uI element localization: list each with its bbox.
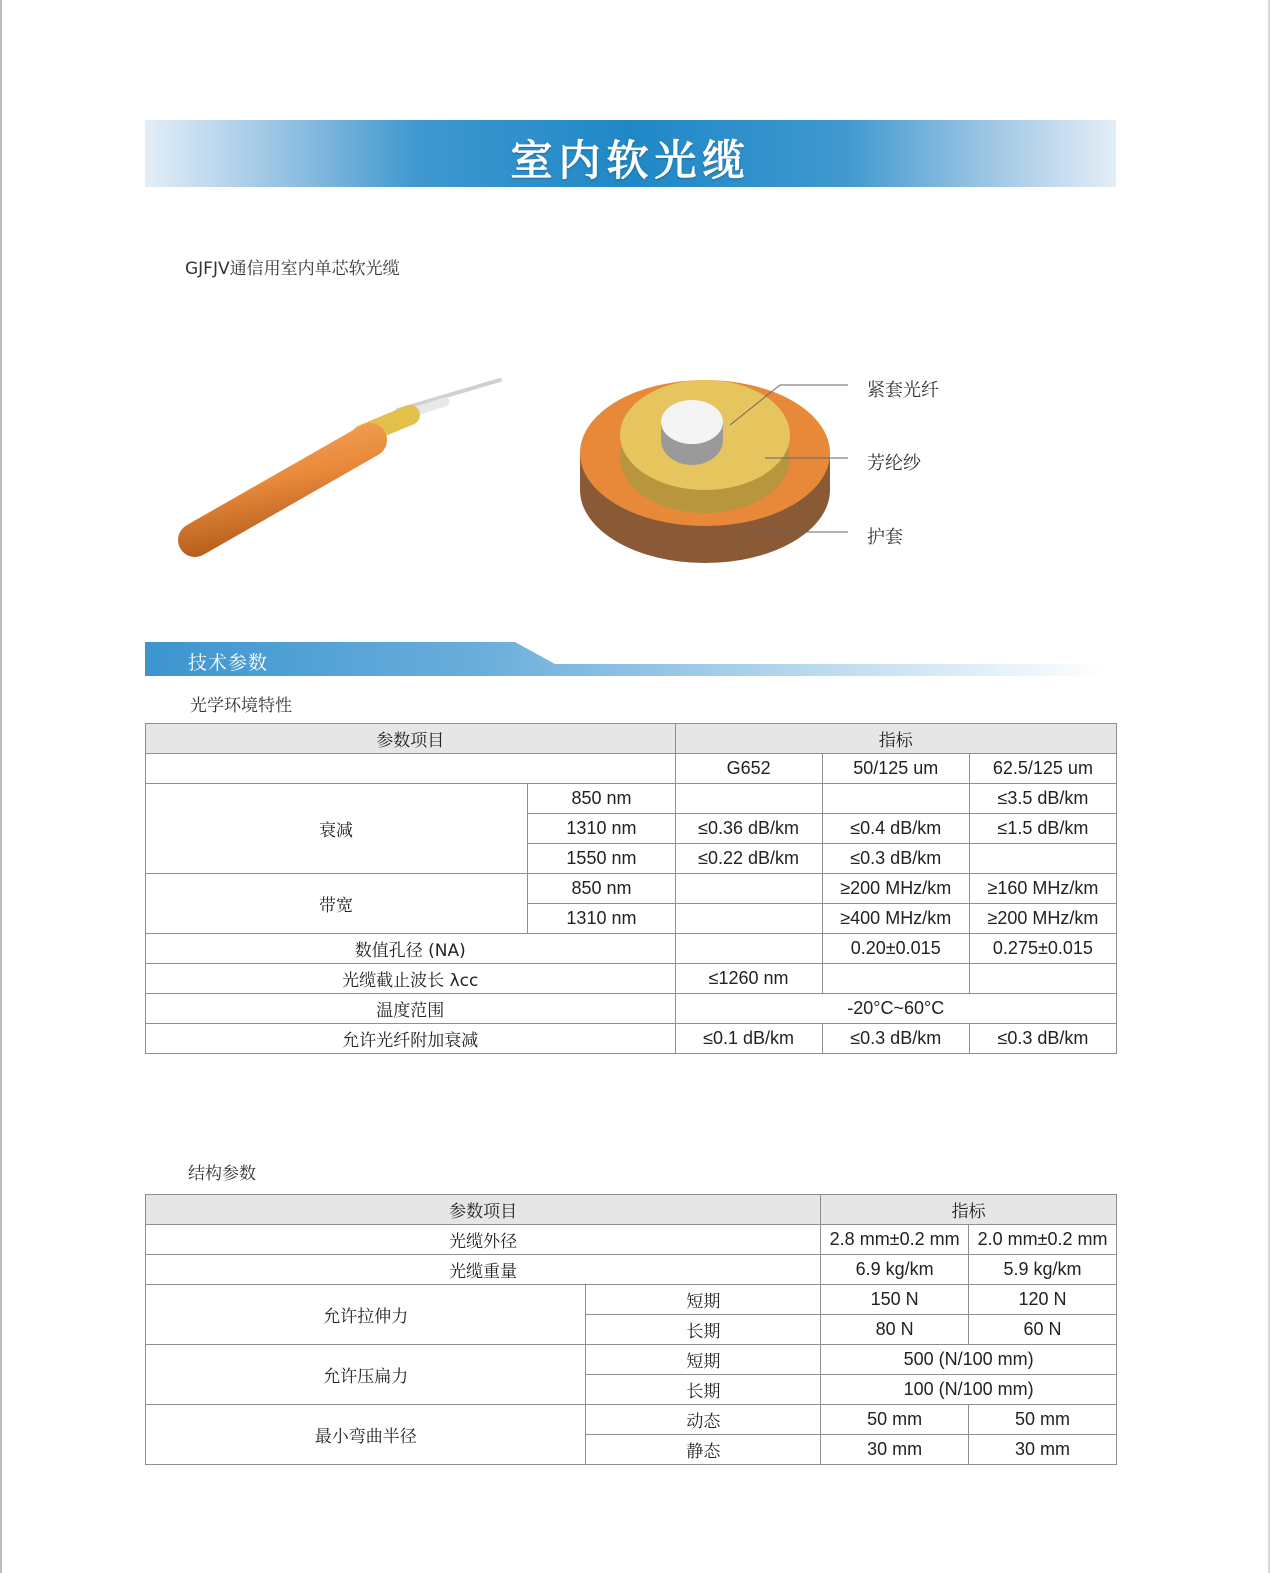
na-label: 数值孔径 (NA) [146,934,676,964]
section-header-bar [145,642,1105,676]
tensile-label: 允许拉伸力 [146,1285,586,1345]
table-row [146,994,1117,1024]
table-row: 允许拉伸力 短期 150 N 120 N [146,1285,1117,1315]
product-model-title: GJFJV通信用室内单芯软光缆 [185,259,400,279]
col-g652: G652 [675,754,822,784]
weight-label: 光缆重量 [146,1255,821,1285]
header-param: 参数项目 [146,724,676,754]
table-row: 带宽 850 nm ≥200 MHz/km ≥160 MHz/km [146,874,1117,904]
temp-value: -20°C~60°C [675,994,1116,1024]
header-index: 指标 [821,1195,1117,1225]
table-row [146,1195,1117,1225]
extra-attenuation-label: 允许光纤附加衰减 [146,1024,676,1054]
page-title: 室内软光缆 [510,136,751,185]
table-row [146,754,1117,784]
fiber-top [661,400,723,444]
table-row: 最小弯曲半径 动态 50 mm 50 mm [146,1405,1117,1435]
cross-section-illustration [570,360,860,570]
attenuation-label: 衰减 [146,784,528,874]
callout-jacket: 护套 [867,527,903,548]
page-border-left [0,0,2,1573]
diameter-label: 光缆外径 [146,1225,821,1255]
table-row: 允许压扁力 短期 500 (N/100 mm) [146,1345,1117,1375]
table-row: 光缆截止波长 λcc ≤1260 nm [146,964,1117,994]
header-param: 参数项目 [146,1195,821,1225]
table-row: 光缆重量 6.9 kg/km 5.9 kg/km [146,1255,1117,1285]
structure-table [145,1194,1117,1465]
table-row: 1310 nm ≤0.36 dB/km ≤0.4 dB/km ≤1.5 dB/km [146,814,1117,844]
outer-jacket-strand [195,440,370,540]
table-row: 允许光纤附加衰减 ≤0.1 dB/km ≤0.3 dB/km ≤0.3 dB/km [146,1024,1117,1054]
optical-title: 光学环境特性 [190,696,292,716]
table-row: 长期 80 N 60 N [146,1315,1117,1345]
cable-illustration [170,360,510,570]
bend-label: 最小弯曲半径 [146,1405,586,1465]
table-row: 数值孔径 (NA) 0.20±0.015 0.275±0.015 [146,934,1117,964]
crush-label: 允许压扁力 [146,1345,586,1405]
table-row: 静态 30 mm 30 mm [146,1435,1117,1465]
table-row: 光缆外径 2.8 mm±0.2 mm 2.0 mm±0.2 mm [146,1225,1117,1255]
bare-fiber-strand [398,380,500,410]
section-label: 技术参数 [188,652,269,674]
table-row: 1310 nm ≥400 MHz/km ≥200 MHz/km [146,904,1117,934]
header-index: 指标 [675,724,1116,754]
title-banner [145,120,1116,187]
temp-label: 温度范围 [146,994,676,1024]
cutoff-label: 光缆截止波长 λcc [146,964,676,994]
callout-tight-buffered-fiber: 紧套光纤 [867,380,939,401]
col-50-125: 50/125 um [822,754,969,784]
table-row: 1550 nm ≤0.22 dB/km ≤0.3 dB/km [146,844,1117,874]
optical-table [145,723,1117,1054]
table-row: 衰减 850 nm ≤3.5 dB/km [146,784,1117,814]
col-62-5-125: 62.5/125 um [969,754,1116,784]
table-row: 长期 100 (N/100 mm) [146,1375,1117,1405]
callout-aramid-yarn: 芳纶纱 [867,453,921,474]
bandwidth-label: 带宽 [146,874,528,934]
structure-title: 结构参数 [188,1164,256,1184]
table-row [146,724,1117,754]
